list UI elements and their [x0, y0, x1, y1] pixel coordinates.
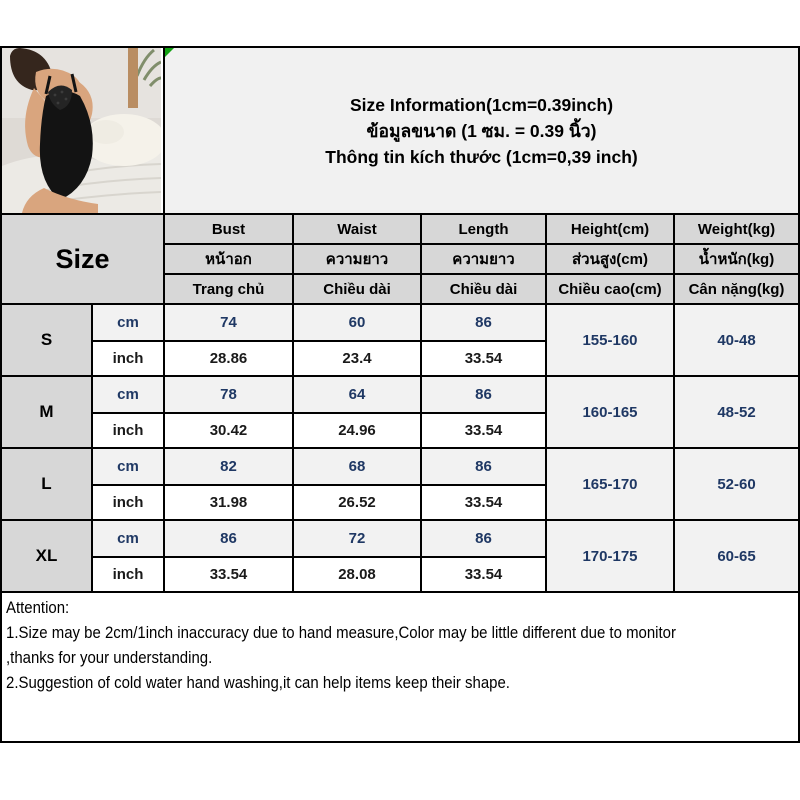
cell-xl-bust-cm: 86	[164, 520, 293, 557]
cell-s-waist-inch: 23.4	[293, 341, 421, 376]
unit-label-cm: cm	[92, 376, 164, 413]
cell-m-bust-inch: 30.42	[164, 413, 293, 448]
unit-label-inch: inch	[92, 557, 164, 592]
cell-l-weight: 52-60	[674, 448, 799, 520]
excel-corner-flag-icon	[165, 48, 174, 57]
table-row-xl-cm	[1, 520, 799, 557]
col-header-bust-en: Bust	[164, 214, 293, 244]
size-information-sheet	[0, 46, 800, 743]
cell-m-bust-cm: 78	[164, 376, 293, 413]
col-header-height-th: ส่วนสูง(cm)	[546, 244, 674, 274]
cell-s-bust-inch: 28.86	[164, 341, 293, 376]
table-row-m-cm	[1, 376, 799, 413]
title-vietnamese: Thông tin kích thước (1cm=0,39 inch)	[325, 146, 638, 167]
attention-note2: 2.Suggestion of cold water hand washing,it can help items keep their shape.	[6, 673, 510, 692]
unit-label-cm: cm	[92, 304, 164, 341]
col-header-waist-vi: Chiều dài	[293, 274, 421, 304]
cell-xl-length-inch: 33.54	[421, 557, 546, 592]
cell-m-weight: 48-52	[674, 376, 799, 448]
cell-m-height: 160-165	[546, 376, 674, 448]
cell-s-length-inch: 33.54	[421, 341, 546, 376]
col-header-weight-th: น้ำหนัก(kg)	[674, 244, 799, 274]
table-row-s-cm	[1, 304, 799, 341]
table-row-l-cm	[1, 448, 799, 485]
cell-m-waist-inch: 24.96	[293, 413, 421, 448]
model-in-black-slip-dress-photo	[2, 48, 161, 213]
cell-m-length-inch: 33.54	[421, 413, 546, 448]
col-header-bust-th: หน้าอก	[164, 244, 293, 274]
cell-xl-waist-cm: 72	[293, 520, 421, 557]
unit-label-cm: cm	[92, 520, 164, 557]
attention-heading: Attention:	[6, 598, 70, 617]
cell-s-bust-cm: 74	[164, 304, 293, 341]
cell-m-length-cm: 86	[421, 376, 546, 413]
size-label-s: S	[1, 304, 92, 376]
col-header-bust-vi: Trang chủ	[164, 274, 293, 304]
col-header-length-en: Length	[421, 214, 546, 244]
cell-xl-height: 170-175	[546, 520, 674, 592]
col-header-length-vi: Chiều dài	[421, 274, 546, 304]
cell-s-waist-cm: 60	[293, 304, 421, 341]
attention-note1-line2: ,thanks for your understanding.	[6, 648, 213, 667]
size-label-xl: XL	[1, 520, 92, 592]
col-header-length-th: ความยาว	[421, 244, 546, 274]
attention-note1-line1: 1.Size may be 2cm/1inch inaccuracy due to hand measure,Color may be little different due to monitor	[6, 623, 676, 642]
product-photo	[1, 47, 164, 214]
attention-notes	[1, 592, 799, 742]
title-thai: ข้อมูลขนาด (1 ซม. = 0.39 นิ้ว)	[366, 120, 597, 141]
col-header-weight-vi: Cân nặng(kg)	[674, 274, 799, 304]
cell-s-weight: 40-48	[674, 304, 799, 376]
col-header-height-vi: Chiều cao(cm)	[546, 274, 674, 304]
cell-l-bust-inch: 31.98	[164, 485, 293, 520]
cell-l-height: 165-170	[546, 448, 674, 520]
cell-l-bust-cm: 82	[164, 448, 293, 485]
cell-xl-waist-inch: 28.08	[293, 557, 421, 592]
cell-xl-weight: 60-65	[674, 520, 799, 592]
cell-s-height: 155-160	[546, 304, 674, 376]
col-header-height-en: Height(cm)	[546, 214, 674, 244]
cell-s-length-cm: 86	[421, 304, 546, 341]
size-label-l: L	[1, 448, 92, 520]
size-column-header: Size	[1, 214, 164, 304]
cell-l-waist-cm: 68	[293, 448, 421, 485]
cell-xl-length-cm: 86	[421, 520, 546, 557]
unit-label-cm: cm	[92, 448, 164, 485]
unit-label-inch: inch	[92, 341, 164, 376]
size-label-m: M	[1, 376, 92, 448]
col-header-waist-th: ความยาว	[293, 244, 421, 274]
title-english: Size Information(1cm=0.39inch)	[349, 94, 614, 115]
unit-label-inch: inch	[92, 413, 164, 448]
cell-l-length-cm: 86	[421, 448, 546, 485]
title-block	[164, 47, 799, 214]
cell-m-waist-cm: 64	[293, 376, 421, 413]
col-header-waist-en: Waist	[293, 214, 421, 244]
cell-l-length-inch: 33.54	[421, 485, 546, 520]
cell-xl-bust-inch: 33.54	[164, 557, 293, 592]
cell-l-waist-inch: 26.52	[293, 485, 421, 520]
col-header-weight-en: Weight(kg)	[674, 214, 799, 244]
unit-label-inch: inch	[92, 485, 164, 520]
